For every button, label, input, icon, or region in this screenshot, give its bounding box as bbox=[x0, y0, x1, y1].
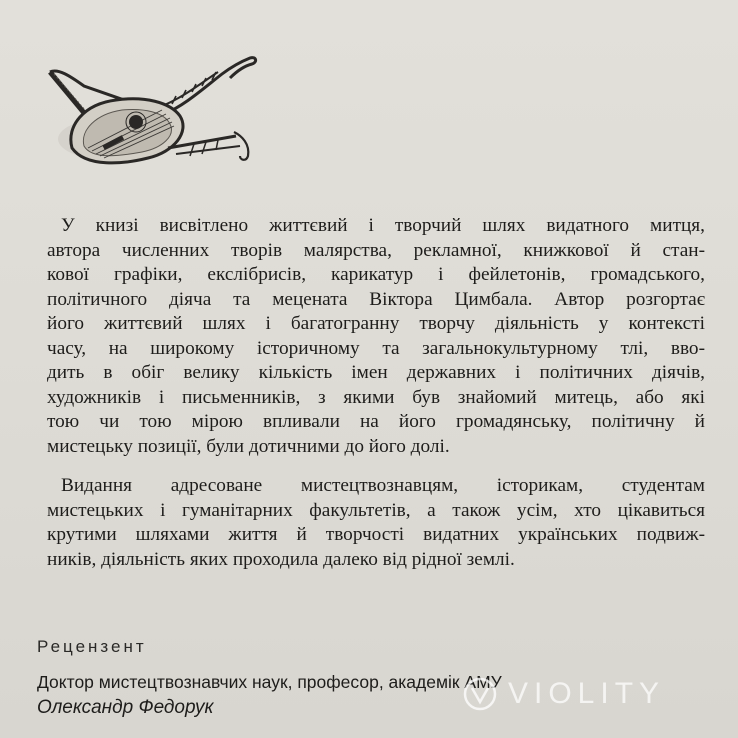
paragraph-line: Видання адресоване мистецтвознавцям, історикам, студентам bbox=[61, 475, 705, 496]
paragraph-line: художників і письменників, з якими був знайомий митець, або які bbox=[47, 386, 705, 408]
paragraph-line: часу, на широкому історичному та загальнокультурному тлі, вво- bbox=[47, 337, 705, 359]
paragraph-line: автора численних творів малярства, рекламної, книжкової й стан- bbox=[47, 239, 705, 261]
paragraph-line: його життєвий шлях і багатогранну творчу діяльність у контексті bbox=[47, 313, 705, 334]
reviewer-title: Доктор мистецтвознавчих наук, професор, академік АМУ bbox=[37, 672, 502, 692]
reviewer-label: Рецензент bbox=[37, 637, 147, 656]
reviewer-name: Олександр Федорук bbox=[37, 697, 214, 718]
paragraph-line: ників, діяльність яких проходила далеко від рідної землі. bbox=[47, 548, 515, 570]
paragraph-line: політичного діяча та мецената Віктора Цимбала. Автор розгортає bbox=[47, 288, 705, 310]
paragraph-line: мистецьку позиції, були дотичними до його долі. bbox=[47, 435, 450, 457]
audience-paragraph bbox=[47, 474, 705, 572]
paragraph-line: тою чи тою мірою впливали на його громадянську, політичну й bbox=[47, 411, 705, 432]
watermark-text: VIOLITY bbox=[508, 677, 666, 710]
paragraph-line: кової графіки, екслібрисів, карикатур і фейлетонів, громадського, bbox=[47, 264, 705, 285]
paragraph-line: мистецьких і гуманітарних факультетів, а також усім, хто цікавиться bbox=[47, 499, 705, 521]
paragraph-line: У книзі висвітлено життєвий і творчий шлях видатного митця, bbox=[61, 215, 705, 236]
paragraph-line: дить в обіг велику кількість імен державних і політичних діячів, bbox=[47, 362, 705, 383]
bandura-icon bbox=[44, 44, 264, 194]
paragraph-line: крутими шляхами життя й творчості видатних українських подвиж- bbox=[47, 524, 705, 545]
description-paragraph bbox=[47, 214, 705, 459]
